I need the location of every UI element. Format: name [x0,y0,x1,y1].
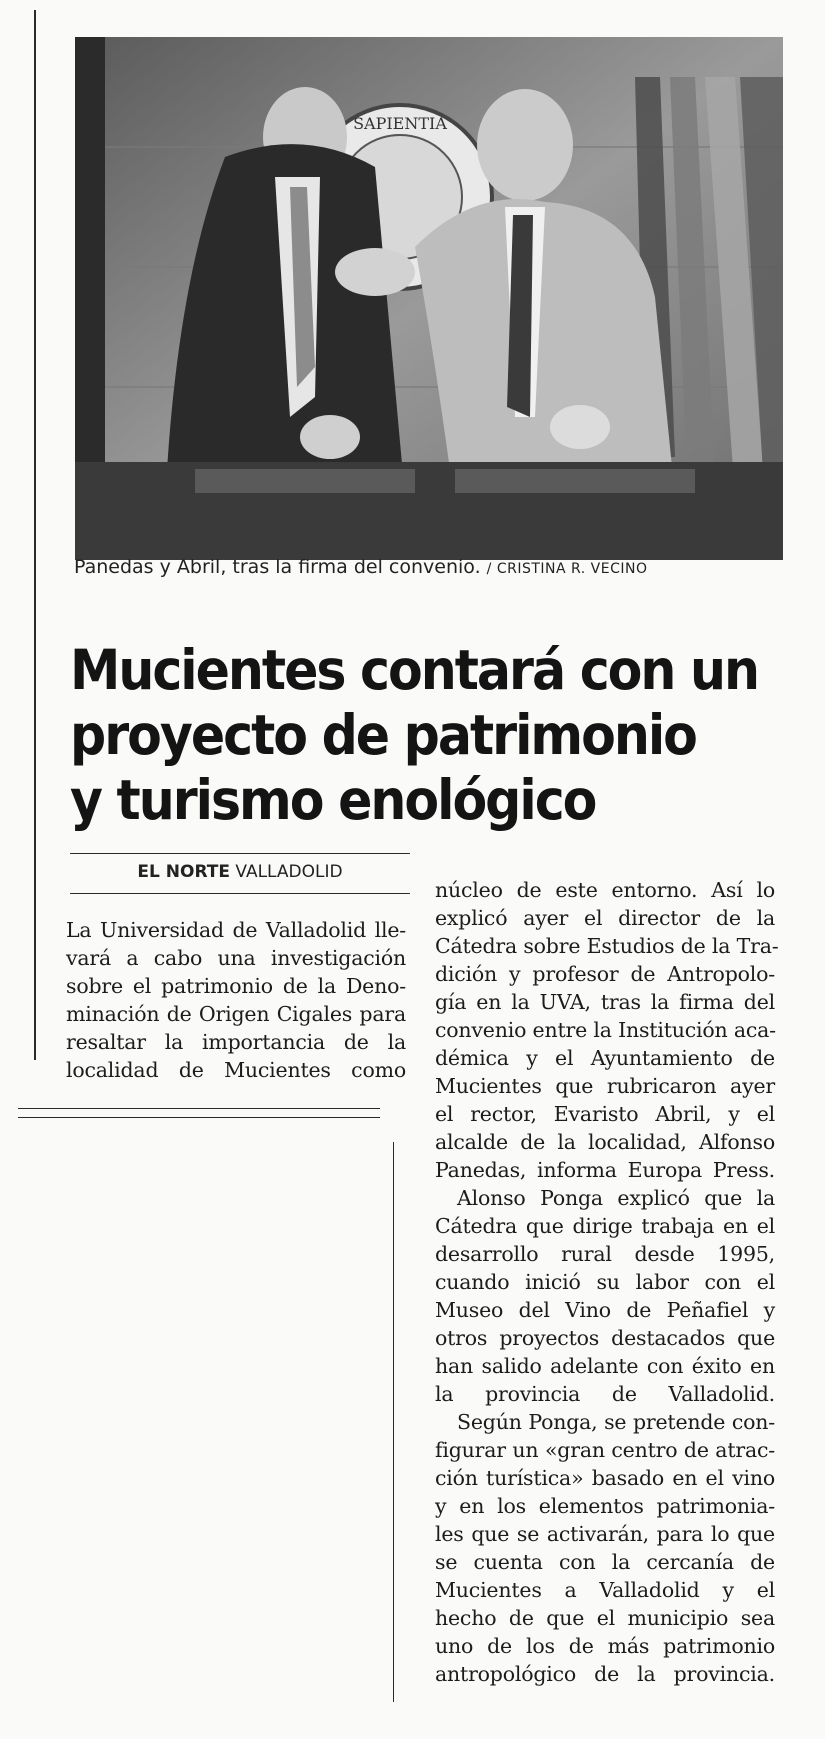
section-rule-top [18,1108,380,1109]
headline-line-1: Mucientes contará con un [70,638,759,702]
article-column-1 [66,916,406,1084]
body-line: el rector, Evaristo Abril, y el [435,1102,775,1126]
body-line: antropológico de la provincia. [435,1662,775,1686]
handshake [335,248,415,296]
body-line: y en los elementos patrimonia- [435,1494,775,1518]
body-line: otros proyectos destacados que [435,1326,775,1350]
body-line: localidad de Mucientes como [66,1058,406,1082]
byline-outlet: EL NORTE [137,862,230,882]
column-gutter-rule [393,1142,394,1702]
svg-text:SAPIENTIA: SAPIENTIA [353,114,447,133]
body-line: desarrollo rural desde 1995, [435,1242,775,1266]
byline-place: VALLADOLID [235,862,343,882]
photo-caption [74,556,794,578]
article-column-2 [435,876,779,1688]
body-line: explicó ayer el director de la [435,906,775,930]
body-line: han salido adelante con éxito en [435,1354,775,1378]
body-line: sobre el patrimonio de la Deno- [66,974,406,998]
body-line: Museo del Vino de Peñafiel y [435,1298,775,1322]
headline [70,638,759,833]
paragraph-start: Según Ponga, se pretende con- [457,1410,775,1434]
body-line: figurar un «gran centro de atrac- [435,1438,775,1462]
body-line: resaltar la importancia de la [66,1030,406,1054]
body-line: Panedas, informa Europa Press. [435,1158,775,1182]
body-line: minación de Origen Cigales para [66,1002,406,1026]
section-rule-bottom [18,1117,380,1118]
body-line: uno de los de más patrimonio [435,1634,775,1658]
byline [70,862,410,882]
photo-illustration [75,37,783,560]
headline-line-3: y turismo enológico [70,768,596,832]
headline-line-2: proyecto de patrimonio [70,703,696,767]
byline-rule-bottom [70,893,410,894]
body-line: la provincia de Valladolid. [435,1382,775,1406]
body-line: Mucientes que rubricaron ayer [435,1074,775,1098]
body-line: Mucientes a Valladolid y el [435,1578,775,1602]
body-line: Cátedra sobre Estudios de la Tra- [435,934,779,958]
body-line: hecho de que el municipio sea [435,1606,775,1630]
body-line: núcleo de este entorno. Así lo [435,878,775,902]
body-line: cuando inició su labor con el [435,1270,775,1294]
left-page-rule [34,10,36,1060]
body-line: gía en la UVA, tras la firma del [435,990,775,1014]
body-line: se cuenta con la cercanía de [435,1550,775,1574]
photo-credit: / CRISTINA R. VECINO [486,561,648,577]
caption-text: Panedas y Abril, tras la firma del convenio. [74,556,481,578]
byline-rule-top [70,853,410,854]
body-line: convenio entre la Institución aca- [435,1018,776,1042]
body-line: La Universidad de Valladolid lle- [66,918,406,942]
body-line: alcalde de la localidad, Alfonso [435,1130,775,1154]
body-line: ción turística» basado en el vino [435,1466,775,1490]
body-line: Cátedra que dirige trabaja en el [435,1214,775,1238]
paragraph-start: Alonso Ponga explicó que la [457,1186,775,1210]
body-line: vará a cabo una investigación [66,946,406,970]
body-line: les que se activarán, para lo que [435,1522,775,1546]
news-photo [75,37,783,560]
body-line: démica y el Ayuntamiento de [435,1046,775,1070]
body-line: dición y profesor de Antropolo- [435,962,775,986]
